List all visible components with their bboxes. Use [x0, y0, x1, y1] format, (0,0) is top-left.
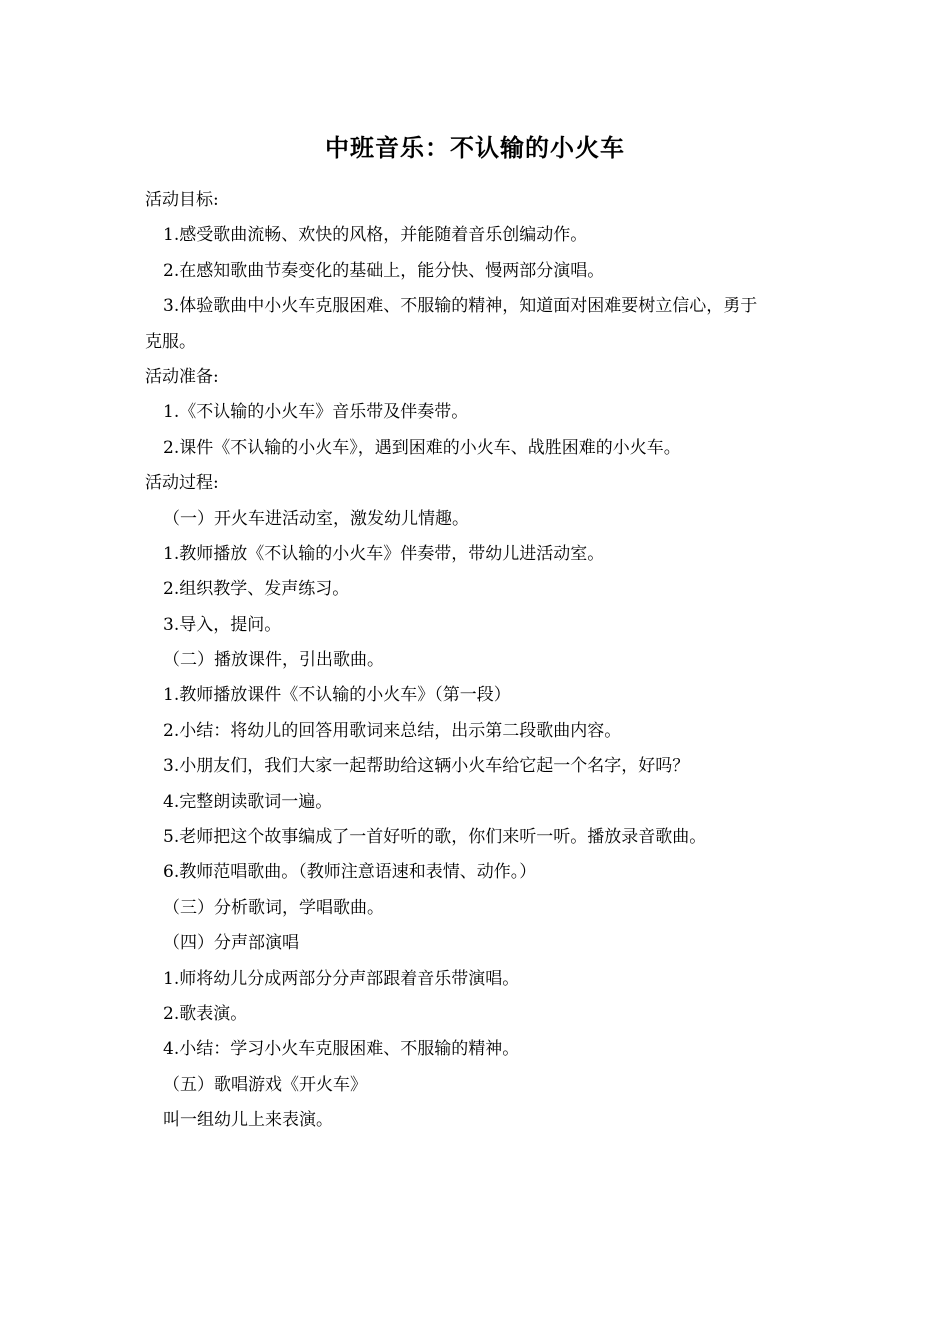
- paragraph-line: 1.教师播放《不认输的小火车》伴奏带，带幼儿进活动室。: [163, 543, 605, 564]
- paragraph-line: 3.体验歌曲中小火车克服困难、不服输的精神，知道面对困难要树立信心，勇于: [163, 296, 758, 317]
- paragraph-line: （四）分声部演唱: [163, 933, 299, 954]
- paragraph-line: 1.教师播放课件《不认输的小火车》（第一段）: [163, 685, 511, 706]
- section-heading: 活动过程:: [145, 473, 219, 494]
- paragraph-line: 2.在感知歌曲节奏变化的基础上，能分快、慢两部分演唱。: [163, 260, 605, 281]
- paragraph-line: （三）分析歌词，学唱歌曲。: [163, 897, 384, 918]
- paragraph-line: 3.导入，提问。: [163, 614, 282, 635]
- paragraph-line: 叫一组幼儿上来表演。: [163, 1110, 333, 1131]
- paragraph-line: 4.小结：学习小火车克服困难、不服输的精神。: [163, 1039, 520, 1060]
- paragraph-line: 4.完整朗读歌词一遍。: [163, 791, 333, 812]
- paragraph-line: 3.小朋友们，我们大家一起帮助给这辆小火车给它起一个名字，好吗？: [163, 756, 690, 777]
- document-body: [145, 183, 810, 1139]
- section-heading: 活动目标:: [145, 190, 219, 210]
- paragraph-line: 1.感受歌曲流畅、欢快的风格，并能随着音乐创编动作。: [163, 225, 588, 246]
- paragraph-line: 6.教师范唱歌曲。（教师注意语速和表情、动作。）: [163, 862, 537, 883]
- section-heading: 克服。: [145, 331, 196, 352]
- paragraph-line: 2.课件《不认输的小火车》，遇到困难的小火车、战胜困难的小火车。: [163, 437, 681, 458]
- paragraph-line: 1.师将幼儿分成两部分分声部跟着音乐带演唱。: [163, 968, 520, 989]
- paragraph-line: 1.《不认输的小火车》音乐带及伴奏带。: [163, 402, 469, 423]
- paragraph-line: （一）开火车进活动室，激发幼儿情趣。: [163, 508, 469, 529]
- paragraph-line: 2.小结：将幼儿的回答用歌词来总结，出示第二段歌曲内容。: [163, 720, 622, 741]
- paragraph-line: 5.老师把这个故事编成了一首好听的歌，你们来听一听。播放录音歌曲。: [163, 827, 707, 848]
- paragraph-line: 2.组织教学、发声练习。: [163, 579, 350, 600]
- page-title: 中班音乐：不认输的小火车: [325, 134, 625, 162]
- paragraph-line: （五）歌唱游戏《开火车》: [163, 1074, 367, 1095]
- section-heading: 活动准备:: [145, 366, 219, 387]
- paragraph-line: 2.歌表演。: [163, 1003, 248, 1024]
- paragraph-line: （二）播放课件，引出歌曲。: [163, 650, 384, 671]
